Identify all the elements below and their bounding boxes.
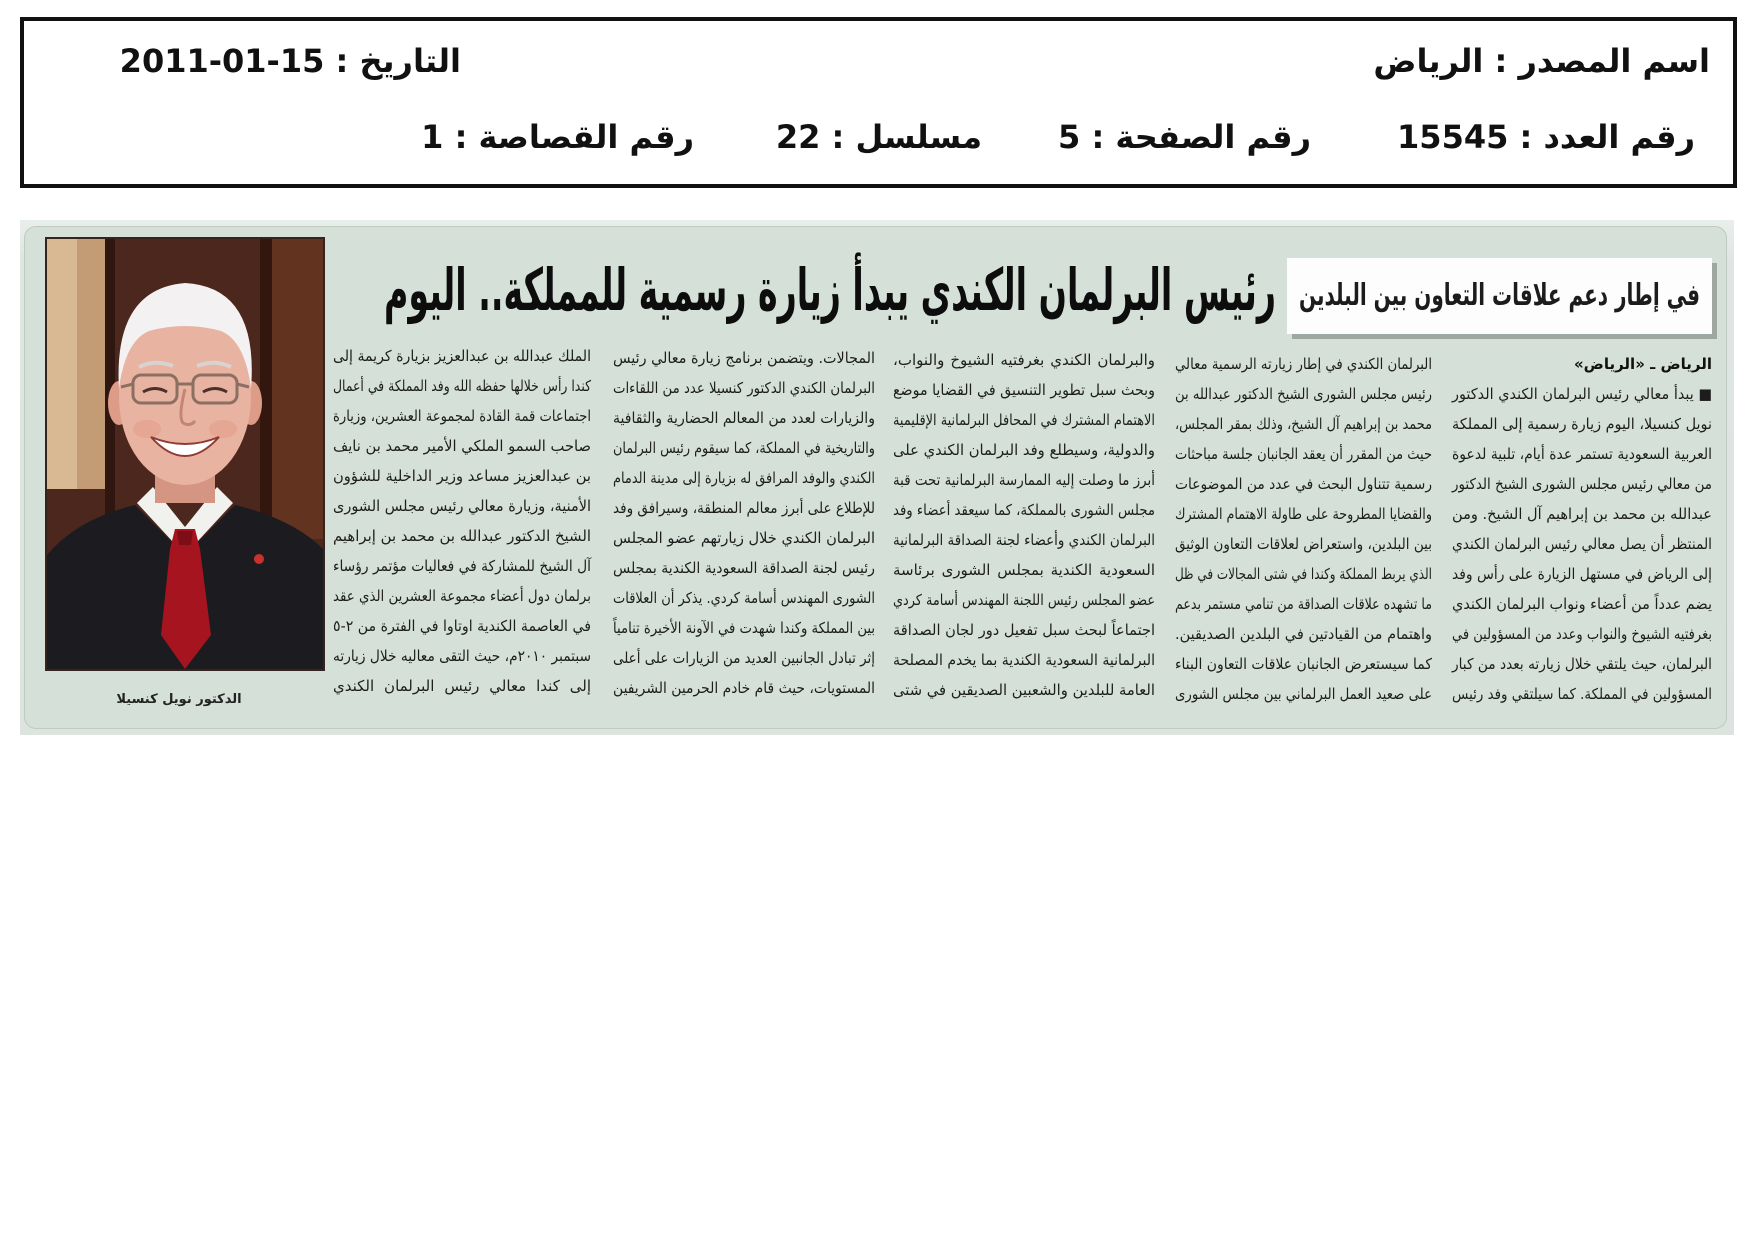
article-line: الشورى المهندس أسامة كردي. يذكر أن العلاقات bbox=[612, 589, 875, 607]
field-label: رقم القصاصة bbox=[478, 118, 694, 156]
article-line: بغرفتيه الشيوخ والنواب وعدد من المسؤولين في bbox=[1452, 625, 1712, 643]
article-line: والزيارات لعدد من المعالم الحضارية والثقافية bbox=[612, 409, 875, 427]
article-line: رسمية تتناول البحث في عدد من الموضوعات bbox=[1174, 475, 1432, 493]
article-line: والتاريخية في المملكة، كما سيقوم رئيس البرلمان bbox=[612, 439, 875, 457]
article-line: برلمان دول أعضاء مجموعة العشرين الذي عقد bbox=[332, 587, 591, 605]
article-line: نويل كنسيلا، اليوم زيارة رسمية إلى المملكة bbox=[1451, 415, 1712, 433]
article-line: والدولية، وسيطلع وفد البرلمان الكندي على bbox=[892, 441, 1155, 459]
field-value: 15545 bbox=[1397, 118, 1509, 156]
kicker-box bbox=[1287, 258, 1712, 334]
article-line: وبحث سبل تطوير التنسيق في القضايا موضع bbox=[892, 381, 1155, 399]
article-line: المجالات. ويتضمن برنامج زيارة معالي رئيس bbox=[612, 349, 875, 367]
field-label: رقم الصفحة bbox=[1115, 118, 1311, 156]
article-line: المنتظر أن يصل معالي رئيس البرلمان الكندي bbox=[1451, 535, 1712, 553]
article-line: والبرلمان الكندي بغرفتيه الشيوخ والنواب، bbox=[893, 351, 1155, 369]
article-line: على صعيد العمل البرلماني بين مجلس الشورى bbox=[1175, 685, 1432, 703]
source-field bbox=[1373, 41, 1710, 81]
article-line: بين البلدين، واستعراض لعلاقات التعاون الوثيق bbox=[1175, 535, 1432, 553]
photo-caption: الدكتور نويل كنسيلا bbox=[116, 692, 242, 707]
article-line: البرلمان الكندي خلال زيارتهم عضو المجلس bbox=[612, 529, 875, 547]
field-label: مسلسل bbox=[855, 118, 982, 156]
article-line: الأمنية، وزيارة معالي رئيس مجلس الشورى bbox=[333, 497, 591, 515]
article-line: كندا رأس خلالها حفظه الله وفد المملكة في أعمال bbox=[332, 377, 591, 395]
article-line: الشيخ الدكتور عبدالله بن محمد بن إبراهيم bbox=[333, 527, 591, 545]
article-line: أبرز ما وصلت إليه الممارسة البرلمانية تحت قبة bbox=[892, 471, 1155, 489]
article-column-3 bbox=[893, 345, 1155, 705]
field-value: 5 bbox=[1058, 118, 1081, 156]
article-line: الكندي والوفد المرافق له بزيارة إلى مدينة الدمام bbox=[612, 469, 875, 487]
article-line: بن عبدالعزيز مساعد وزير الداخلية للشؤون bbox=[332, 467, 591, 485]
field-value: 1 bbox=[421, 118, 444, 156]
article-line: والقضايا المطروحة على طاولة الاهتمام المشترك bbox=[1174, 505, 1432, 523]
article-line: آل الشيخ للمشاركة في فعاليات مؤتمر رؤساء bbox=[332, 557, 591, 575]
clipping-info-header bbox=[20, 17, 1737, 188]
article-line: المستويات، حيث قام خادم الحرمين الشريفين bbox=[612, 679, 875, 697]
field-label: رقم العدد bbox=[1543, 118, 1695, 156]
article-line: الذي يربط المملكة وكندا في شتى المجالات في ظل bbox=[1174, 565, 1432, 583]
portrait-photo-icon bbox=[47, 239, 323, 669]
field-value: 22 bbox=[775, 118, 821, 156]
article-line: يضم عدداً من أعضاء ونواب البرلمان الكندي bbox=[1452, 595, 1712, 613]
article-line: البرلمان الكندي وأعضاء لجنة الصداقة البرلمانية bbox=[892, 531, 1155, 549]
field-separator: : bbox=[831, 118, 845, 156]
field-separator: : bbox=[335, 42, 349, 80]
article-column-2 bbox=[1175, 349, 1432, 709]
article-line: البرلمانية السعودية الكندية بما يخدم المصلحة bbox=[893, 651, 1155, 669]
article-column-4 bbox=[613, 343, 875, 703]
serial-field bbox=[776, 117, 982, 157]
article-line: عبدالله بن محمد بن إبراهيم آل الشيخ. ومن bbox=[1452, 505, 1712, 523]
field-separator: : bbox=[1091, 118, 1105, 156]
page-number-field bbox=[1058, 117, 1311, 157]
article-line: إلى الرياض في مستهل الزيارة على رأس وفد bbox=[1451, 565, 1712, 583]
kicker: في إطار دعم علاقات التعاون بين البلدين bbox=[1298, 278, 1700, 313]
article-line: حيث من المقرر أن يعقد الجانبان جلسة مباحثات bbox=[1174, 445, 1432, 463]
article-line: رئيس مجلس الشورى الشيخ الدكتور عبدالله بن bbox=[1174, 385, 1432, 403]
dateline: الرياض ـ «الرياض» bbox=[1573, 355, 1712, 373]
article-column-1 bbox=[1452, 349, 1712, 709]
field-separator: : bbox=[454, 118, 468, 156]
article-line: الاهتمام المشترك في المحافل البرلمانية الإقليمية bbox=[893, 411, 1155, 429]
article-line: إلى كندا معالي رئيس البرلمان الكندي bbox=[332, 677, 591, 695]
field-label: اسم المصدر bbox=[1518, 42, 1710, 80]
issue-number-field bbox=[1397, 117, 1695, 157]
article-line: ما تشهده علاقات الصداقة من تنامي مستمر بدعم bbox=[1175, 595, 1432, 613]
headline: رئيس البرلمان الكندي يبدأ زيارة رسمية للمملكة.. اليوم bbox=[384, 256, 1277, 324]
article-line: رئيس لجنة الصداقة السعودية الكندية بمجلس bbox=[612, 559, 875, 577]
article-line: البرلمان الكندي الدكتور كنسيلا عدد من اللقاءات bbox=[613, 379, 875, 397]
article-line: العامة للبلدين والشعبين الصديقين في شتى bbox=[892, 681, 1155, 699]
article-line: واهتمام من القيادتين في البلدين الصديقين. bbox=[1174, 625, 1432, 643]
article-line: إثر تبادل الجانبين العديد من الزيارات على أعلى bbox=[613, 649, 875, 667]
article-line: كما سيستعرض الجانبان علاقات التعاون البناء bbox=[1174, 655, 1432, 673]
article-line: البرلمان الكندي في إطار زيارته الرسمية معالي bbox=[1174, 355, 1432, 373]
field-value: الرياض bbox=[1373, 42, 1484, 80]
article-line: بين المملكة وكندا شهدت في الآونة الأخيرة تنامياً bbox=[613, 619, 875, 637]
field-label: التاريخ bbox=[359, 42, 461, 80]
article-line: البرلمان، حيث يلتقي خلال زيارته بعدد من كبار bbox=[1451, 655, 1712, 673]
article-line: سبتمبر ٢٠١٠م، حيث التقى معاليه خلال زيارته bbox=[332, 647, 591, 665]
clipping-number-field bbox=[421, 117, 694, 157]
article-line: العربية السعودية تستمر عدة أيام، تلبية لدعوة bbox=[1451, 445, 1712, 463]
article-line: في العاصمة الكندية اوتاوا في الفترة من ٢-٥ bbox=[332, 617, 591, 635]
article-line: من معالي رئيس مجلس الشورى الشيخ الدكتور bbox=[1451, 475, 1712, 493]
article-line: ■ يبدأ معالي رئيس البرلمان الكندي الدكتور bbox=[1452, 385, 1712, 403]
article-line: محمد بن إبراهيم آل الشيخ، وذلك بمقر المجلس، bbox=[1175, 415, 1432, 433]
article-column-5 bbox=[333, 341, 591, 701]
article-line: اجتماعات قمة القادة لمجموعة العشرين، وزيارة bbox=[333, 407, 591, 425]
field-value: 2011-01-15 bbox=[119, 42, 325, 80]
article-line: الملك عبدالله بن عبدالعزيز بزيارة كريمة إلى bbox=[332, 347, 591, 365]
article-line: عضو المجلس رئيس اللجنة المهندس أسامة كردي bbox=[893, 591, 1155, 609]
article-line: مجلس الشورى بالمملكة، كما سيعقد أعضاء وفد bbox=[892, 501, 1155, 519]
field-separator: : bbox=[1494, 42, 1508, 80]
portrait-photo bbox=[45, 237, 325, 671]
date-field bbox=[120, 41, 461, 81]
article-line: اجتماعاً لبحث سبل تفعيل دور لجان الصداقة bbox=[893, 621, 1155, 639]
article-line: المسؤولين في المملكة. كما سيلتقي وفد رئيس bbox=[1452, 685, 1712, 703]
field-separator: : bbox=[1519, 118, 1533, 156]
article-line: صاحب السمو الملكي الأمير محمد بن نايف bbox=[332, 437, 591, 455]
article-line: السعودية الكندية بمجلس الشورى برئاسة bbox=[893, 561, 1155, 579]
article-line: للإطلاع على أبرز معالم المنطقة، وسيرافق وفد bbox=[613, 499, 875, 517]
